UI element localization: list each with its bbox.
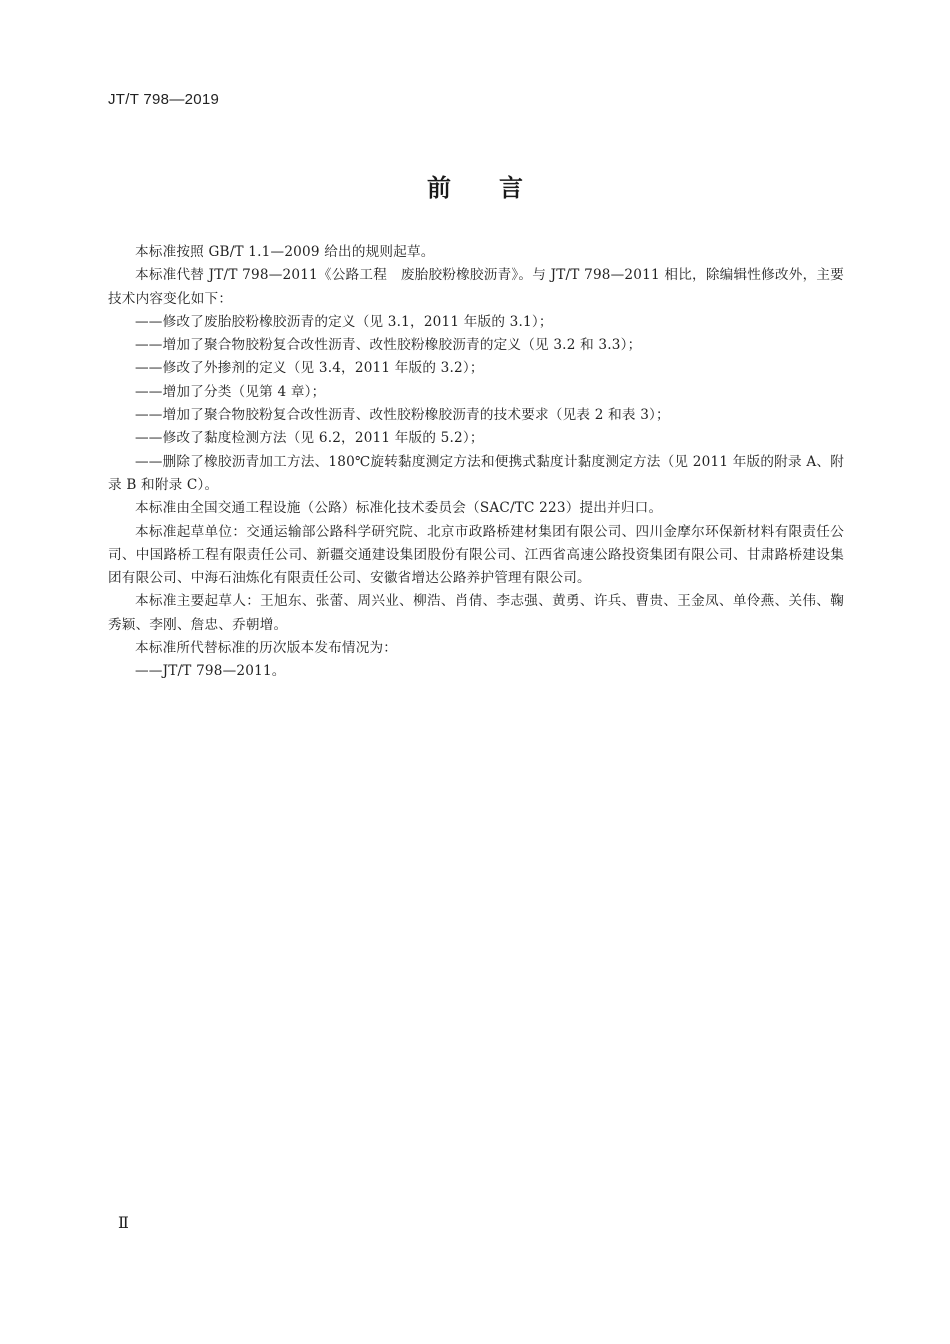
page-number: Ⅱ (118, 1215, 129, 1232)
standard-code: JT/T 798—2019 (108, 91, 220, 108)
paragraph-drafting-rules: 本标准按照 GB/T 1.1—2009 给出的规则起草。 (135, 244, 435, 260)
page-title: 前言 (427, 174, 571, 202)
previous-edition-item: ——JT/T 798—2011。 (135, 663, 286, 680)
paragraph-replacement: 本标准代替 JT/T 798—2011《公路工程 废胎胶粉橡胶沥青》。与 JT/T 798—2011 相比，除编辑性修改外，主要技术内容变化如下： (108, 267, 844, 307)
paragraph-previous-editions: 本标准所代替标准的历次版本发布情况为： (135, 640, 398, 657)
change-item: ——删除了橡胶沥青加工方法、180℃旋转黏度测定方法和便携式黏度计黏度测定方法（见 2011 年版的附录 A、附录 B 和附录 C）。 (108, 453, 844, 493)
change-item: ——增加了聚合物胶粉复合改性沥青、改性胶粉橡胶沥青的技术要求（见表 2 和表 3）； (135, 407, 670, 424)
paragraph-drafting-units: 本标准起草单位：交通运输部公路科学研究院、北京市政路桥建材集团有限公司、四川金摩尔环保新材料有限责任公司、中国路桥工程有限责任公司、新疆交通建设集团股份有限公司、江西省高速公路投资集团有限公司、甘肃路桥建设集团有限公司、中海石油炼化有限责任公司、安徽省增达公路养护管理有限公司。 (108, 523, 844, 587)
paragraph-drafters: 本标准主要起草人：王旭东、张蕾、周兴业、柳浩、肖倩、李志强、黄勇、许兵、曹贵、王金凤、单伶燕、关伟、鞠秀颖、李刚、詹忠、乔朝增。 (108, 593, 844, 633)
change-item: ——修改了黏度检测方法（见 6.2，2011 年版的 5.2）； (135, 430, 484, 447)
paragraph-proposer: 本标准由全国交通工程设施（公路）标准化技术委员会（SAC/TC 223）提出并归口。 (135, 500, 663, 517)
change-item: ——修改了外掺剂的定义（见 3.4，2011 年版的 3.2）； (135, 360, 484, 377)
change-item: ——修改了废胎胶粉橡胶沥青的定义（见 3.1，2011 年版的 3.1）； (135, 313, 553, 330)
foreword-body (108, 241, 844, 684)
change-item: ——增加了聚合物胶粉复合改性沥青、改性胶粉橡胶沥青的定义（见 3.2 和 3.3）； (135, 337, 642, 354)
change-item: ——增加了分类（见第 4 章）； (135, 383, 326, 400)
